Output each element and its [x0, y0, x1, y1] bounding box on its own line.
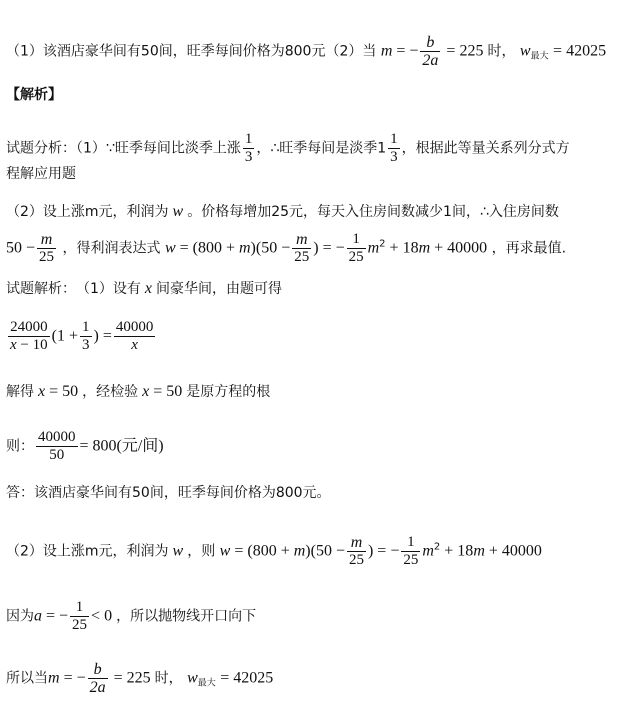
answer-line: （1）该酒店豪华间有50间，旺季每间价格为800元（2）当 m = − $\frac{b}{2a}$ = 225 时， $w_{最大} = 42025$: [6, 34, 607, 69]
solution-line-8: 所以当m = − $\frac{b}{2a}$ = 225 时， $w_{最大} = 42025$: [6, 661, 274, 696]
answer-text: （1）该酒店豪华间有50间，旺季每间价格为800元（2）当: [6, 43, 377, 60]
solution-line-4: 则： $\frac{40000}{50}$ = 800(元/间): [6, 429, 164, 463]
equation-line: $\frac{24000}{x - 10}$ (1 + $\frac{1}{3}$ ) = $\frac{40000}{x}$: [10, 319, 154, 353]
analysis-line-4: 50 − $\frac{m}{25}$ ，得利润表达式 w = (800 + m)(50 − $\frac{m}{25}$ ) = − $\frac{1}{25}$ $m^2 + 18m + 40000$ ，再求最值.: [6, 231, 567, 265]
solution-line-1: 试题解析： （1）设有 x 间豪华间，由题可得: [6, 280, 283, 297]
analysis-header: 【解析】: [6, 87, 62, 103]
fraction-m-25: $\frac{m}{25}$: [39, 231, 55, 265]
analysis-line-1: 试题分析：（1）∵旺季每间比淡季上涨 $\frac{1}{3}$ ，∴旺季每间是淡季1 $\frac{1}{3}$ ，根据此等量关系列分式方: [6, 131, 570, 165]
solution-line-7: 因为a = − $\frac{1}{25}$ < 0 ，所以抛物线开口向下: [6, 599, 257, 633]
solution-line-6: （2）设上涨m元，利润为 w ，则 w = (800 + m)(50 − $\frac{m}{25}$ ) = − $\frac{1}{25}$ $m^2 + 18m + 40000$: [6, 534, 542, 568]
solution-line-3: 解得 x = 50 ，经检验 x = 50 是原方程的根: [6, 383, 271, 400]
max-value: = 42025: [553, 42, 607, 60]
max-subscript: 最大: [530, 51, 549, 62]
analysis-line-2: 程解应用题: [6, 166, 76, 182]
analysis-line-3: （2）设上涨m元，利润为 w 。价格每增加25元，每天入住房间数减少1间，∴入住房间数: [6, 203, 559, 220]
fraction-1-3: $\frac{1}{3}$: [244, 131, 253, 165]
fraction-b-2a: $\frac{b}{2a}$: [422, 34, 439, 69]
math-m: m: [380, 42, 393, 60]
fraction-1-3: $\frac{1}{3}$: [390, 131, 398, 165]
solution-line-5: 答：该酒店豪华间有50间，旺季每间价格为800元。: [6, 485, 331, 501]
